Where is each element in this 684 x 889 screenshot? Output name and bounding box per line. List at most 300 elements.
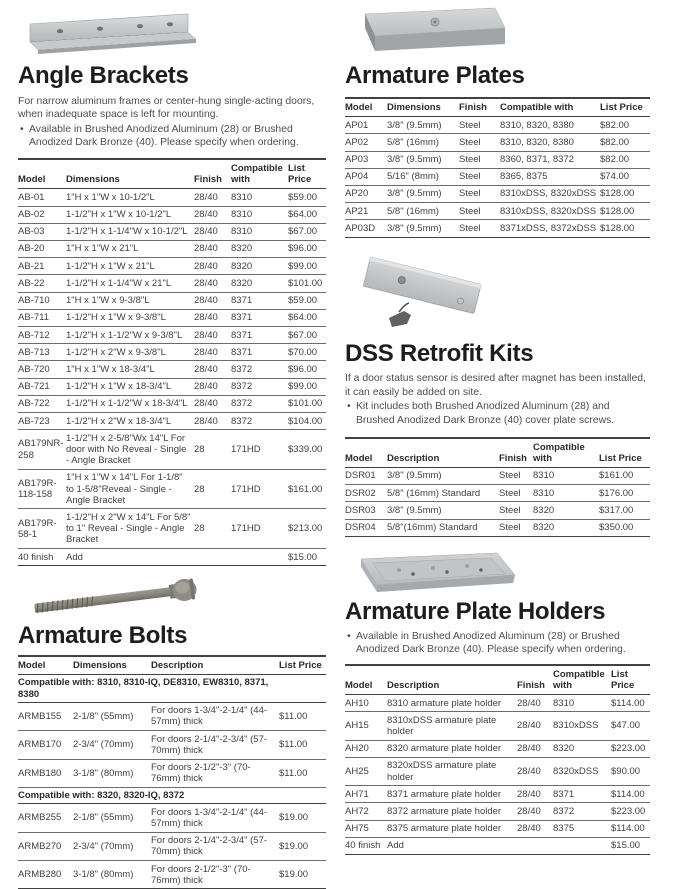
table-cell: $59.00 xyxy=(288,189,326,206)
table-cell: AH15 xyxy=(345,712,387,740)
table-row xyxy=(18,395,326,412)
table-row xyxy=(345,803,650,820)
table-row xyxy=(345,740,650,757)
table-cell: $82.00 xyxy=(600,134,650,151)
table-cell: $128.00 xyxy=(600,185,650,202)
column-header: Finish xyxy=(459,98,500,117)
table-cell: 8310 xyxy=(533,485,599,502)
table-cell: 8372 xyxy=(231,395,288,412)
table-cell: 28 xyxy=(194,469,231,509)
table-cell: $15.00 xyxy=(611,837,650,854)
table-cell: 8310xDSS armature plate holder xyxy=(387,712,517,740)
table-cell: $99.00 xyxy=(288,258,326,275)
right-column xyxy=(345,0,650,855)
column-header: Finish xyxy=(517,665,553,695)
table-cell: 1-1/2"H x 1"W x 9-3/8"L xyxy=(66,309,194,326)
table-cell: 8371xDSS, 8372xDSS xyxy=(500,220,600,237)
dss-retrofit-kits-table xyxy=(345,437,650,537)
table-cell: 3/8" (9.5mm) xyxy=(387,185,459,202)
table-row xyxy=(18,292,326,309)
table-cell: 171HD xyxy=(231,469,288,509)
table-cell: 5/8" (16mm) xyxy=(387,203,459,220)
table-row xyxy=(345,168,650,185)
table-cell: $67.00 xyxy=(288,223,326,240)
armature-plate-holders-title: Armature Plate Holders xyxy=(345,597,606,625)
column-header: Model xyxy=(345,98,387,117)
table-row xyxy=(345,203,650,220)
armature-plate-holders-table xyxy=(345,664,650,855)
table-cell: Steel xyxy=(459,117,500,134)
table-cell: 8320xDSS xyxy=(553,757,611,785)
table-row xyxy=(345,757,650,785)
table-cell: Steel xyxy=(459,220,500,237)
angle-bracket-photo xyxy=(20,8,200,58)
armature-plate-holders-bullet-text: Available in Brushed Anodized Aluminum (28) or Brushed Anodized Dark Bronze (40). Please specify when ordering. xyxy=(356,630,626,656)
table-cell: 8372 xyxy=(231,361,288,378)
table-cell: 8310 xyxy=(231,206,288,223)
column-header: Dimensions xyxy=(73,656,151,675)
table-cell: AB179NR-258 xyxy=(18,430,66,470)
table-cell xyxy=(194,549,231,566)
table-cell: 28/40 xyxy=(517,803,553,820)
table-cell: $15.00 xyxy=(288,549,326,566)
table-cell: 8371 xyxy=(231,344,288,361)
table-cell: $47.00 xyxy=(611,712,650,740)
table-cell: $67.00 xyxy=(288,327,326,344)
table-cell: ARMB280 xyxy=(18,861,73,889)
table-cell: 8310 armature plate holder xyxy=(387,695,517,712)
table-cell: 28/40 xyxy=(517,712,553,740)
table-cell: 8310xDSS, 8320xDSS xyxy=(500,185,600,202)
dss-retrofit-kits-intro: If a door status sensor is desired after magnet has been installed, it can easily be added on site. xyxy=(345,373,646,398)
column-header: List Price xyxy=(600,98,650,117)
table-row xyxy=(345,220,650,237)
table-cell: 28/40 xyxy=(194,378,231,395)
table-cell: AB-21 xyxy=(18,258,66,275)
column-header: Dimensions xyxy=(387,98,459,117)
armature-plates-title: Armature Plates xyxy=(345,62,525,89)
table-row xyxy=(345,695,650,712)
table-cell: $101.00 xyxy=(288,395,326,412)
table-cell: 8365, 8375 xyxy=(500,168,600,185)
table-cell: 28/40 xyxy=(194,206,231,223)
table-cell: 3/8" (9.5mm) xyxy=(387,467,499,484)
table-row xyxy=(345,134,650,151)
table-cell: Steel xyxy=(459,134,500,151)
table-row xyxy=(18,378,326,395)
table-cell: ARMB270 xyxy=(18,832,73,860)
table-cell: 28/40 xyxy=(517,820,553,837)
table-cell: $96.00 xyxy=(288,240,326,257)
column-header: Model xyxy=(18,159,66,189)
table-cell: $223.00 xyxy=(611,803,650,820)
table-cell: $11.00 xyxy=(279,702,326,730)
table-row xyxy=(18,240,326,257)
table-row xyxy=(345,519,650,536)
table-cell: AH75 xyxy=(345,820,387,837)
table-cell: $114.00 xyxy=(611,695,650,712)
table-row xyxy=(18,832,326,860)
table-row xyxy=(345,502,650,519)
table-cell: AP03 xyxy=(345,151,387,168)
table-header-row xyxy=(345,98,650,117)
column-header: Compatible with xyxy=(500,98,600,117)
armature-bolt-photo xyxy=(20,572,210,618)
table-cell: 8371 xyxy=(231,327,288,344)
column-header: Model xyxy=(345,665,387,695)
table-cell: AH20 xyxy=(345,740,387,757)
table-cell: 1-1/2"H x 1"W x 21"L xyxy=(66,258,194,275)
table-cell: $82.00 xyxy=(600,117,650,134)
table-cell: 8310, 8320, 8380 xyxy=(500,117,600,134)
column-header: Finish xyxy=(499,438,533,468)
column-header: Compatible with xyxy=(553,665,611,695)
table-cell: AP20 xyxy=(345,185,387,202)
table-cell: Steel xyxy=(459,203,500,220)
armature-plates-table xyxy=(345,97,650,238)
table-cell: $19.00 xyxy=(279,804,326,832)
table-cell: 3/8" (9.5mm) xyxy=(387,117,459,134)
table-row xyxy=(18,702,326,730)
table-cell: AB-02 xyxy=(18,206,66,223)
table-cell: 40 finish xyxy=(18,549,66,566)
table-row xyxy=(18,759,326,787)
table-row xyxy=(18,206,326,223)
table-cell: 8371 xyxy=(231,309,288,326)
table-row xyxy=(18,309,326,326)
table-cell: AP03D xyxy=(345,220,387,237)
table-cell: $82.00 xyxy=(600,151,650,168)
table-row xyxy=(18,430,326,470)
table-row xyxy=(345,837,650,854)
table-cell: ARMB180 xyxy=(18,759,73,787)
table-row xyxy=(345,820,650,837)
armature-bolts-title: Armature Bolts xyxy=(18,622,188,650)
table-cell: For doors 2-1/4"-2-3/4" (57-70mm) thick xyxy=(151,832,279,860)
table-cell: AB179R-58-1 xyxy=(18,509,66,549)
table-cell: 3/8" (9.5mm) xyxy=(387,220,459,237)
table-cell: AB-03 xyxy=(18,223,66,240)
table-cell: For doors 2-1/2"-3" (70-76mm) thick xyxy=(151,759,279,787)
table-cell: 28/40 xyxy=(194,292,231,309)
table-cell: Steel xyxy=(499,502,533,519)
group-label: Compatible with: 8320, 8320-IQ, 8372 xyxy=(18,787,326,803)
table-row xyxy=(18,223,326,240)
table-cell: 8320 xyxy=(231,275,288,292)
table-header-row xyxy=(18,656,326,675)
table-cell: 171HD xyxy=(231,509,288,549)
table-cell: 1-1/2"H x 2-5/8"Wx 14"L For door with No Reveal - Single - Angle Bracket xyxy=(66,430,194,470)
table-cell: 28/40 xyxy=(194,413,231,430)
table-cell: ARMB255 xyxy=(18,804,73,832)
table-cell: 2-1/8" (55mm) xyxy=(73,804,151,832)
column-header: Description xyxy=(151,656,279,675)
table-cell: $161.00 xyxy=(599,467,650,484)
table-cell: $11.00 xyxy=(279,731,326,759)
table-cell: 1-1/2"H x 1-1/4"W x 21"L xyxy=(66,275,194,292)
bullet-dot: • xyxy=(20,123,24,135)
table-cell: AB-713 xyxy=(18,344,66,361)
table-cell: 28/40 xyxy=(194,361,231,378)
table-row xyxy=(18,469,326,509)
column-header: List Price xyxy=(599,438,650,468)
armature-plate-photo xyxy=(347,4,512,58)
table-cell: DSR04 xyxy=(345,519,387,536)
table-cell: AB-711 xyxy=(18,309,66,326)
table-cell: $70.00 xyxy=(288,344,326,361)
table-row xyxy=(345,712,650,740)
table-cell: AB-710 xyxy=(18,292,66,309)
table-cell: 8310 xyxy=(533,467,599,484)
table-row xyxy=(18,549,326,566)
table-cell: $96.00 xyxy=(288,361,326,378)
table-row xyxy=(18,861,326,889)
column-header: Finish xyxy=(194,159,231,189)
column-header: Compatible with xyxy=(533,438,599,468)
table-cell: AB-22 xyxy=(18,275,66,292)
angle-brackets-intro: For narrow aluminum frames or center-hung single-acting doors, when inadequate space is left for mounting. xyxy=(18,95,315,121)
table-cell: AB-712 xyxy=(18,327,66,344)
table-cell: 171HD xyxy=(231,430,288,470)
bullet-dot: • xyxy=(347,401,351,413)
table-cell: 8372 xyxy=(553,803,611,820)
table-row xyxy=(345,467,650,484)
table-row xyxy=(18,344,326,361)
table-cell: $64.00 xyxy=(288,206,326,223)
table-cell: 8372 xyxy=(231,378,288,395)
table-cell: 28/40 xyxy=(194,327,231,344)
table-cell: 1-1/2"H x 2"W x 14"L For 5/8" to 1" Reveal - Single - Angle Bracket xyxy=(66,509,194,549)
table-cell: $339.00 xyxy=(288,430,326,470)
table-cell: Steel xyxy=(499,485,533,502)
table-cell: AP04 xyxy=(345,168,387,185)
table-cell: 1-1/2"H x 2"W x 9-3/8"L xyxy=(66,344,194,361)
table-cell: 8320 xyxy=(533,519,599,536)
table-cell: $223.00 xyxy=(611,740,650,757)
table-cell: For doors 2-1/4"-2-3/4" (57-70mm) thick xyxy=(151,731,279,759)
table-cell: 8360, 8371, 8372 xyxy=(500,151,600,168)
table-cell: 1-1/2"H x 1"W x 18-3/4"L xyxy=(66,378,194,395)
table-cell: 28/40 xyxy=(194,240,231,257)
table-row xyxy=(345,485,650,502)
table-cell: 8310xDSS xyxy=(553,712,611,740)
table-cell: 3-1/8" (80mm) xyxy=(73,861,151,889)
table-cell: $114.00 xyxy=(611,786,650,803)
table-row xyxy=(18,327,326,344)
table-cell: 2-3/4" (70mm) xyxy=(73,731,151,759)
table-cell: $161.00 xyxy=(288,469,326,509)
table-cell: 8372 xyxy=(231,413,288,430)
table-row xyxy=(18,361,326,378)
table-cell: 1-1/2"H x 1-1/2"W x 9-3/8"L xyxy=(66,327,194,344)
left-column xyxy=(18,0,326,889)
column-header: List Price xyxy=(279,656,326,675)
table-cell: Steel xyxy=(459,168,500,185)
angle-brackets-title: Angle Brackets xyxy=(18,62,189,89)
table-cell: $104.00 xyxy=(288,413,326,430)
table-row xyxy=(18,731,326,759)
table-cell: $11.00 xyxy=(279,759,326,787)
table-cell: $213.00 xyxy=(288,509,326,549)
table-cell: ARMB170 xyxy=(18,731,73,759)
table-cell: 8320 xyxy=(231,258,288,275)
dss-retrofit-kits-bullet xyxy=(347,400,650,427)
table-cell: 28/40 xyxy=(194,344,231,361)
table-cell: 8310 xyxy=(553,695,611,712)
table-cell: AP01 xyxy=(345,117,387,134)
table-cell: AP21 xyxy=(345,203,387,220)
table-cell: AH72 xyxy=(345,803,387,820)
table-cell: 8310 xyxy=(231,223,288,240)
dss-retrofit-kits-title: DSS Retrofit Kits xyxy=(345,339,534,367)
angle-brackets-bullet xyxy=(20,123,326,150)
table-cell: 8371 xyxy=(553,786,611,803)
table-cell: AB179R-118-158 xyxy=(18,469,66,509)
table-cell: AH25 xyxy=(345,757,387,785)
table-cell: 28/40 xyxy=(517,740,553,757)
table-row xyxy=(18,413,326,430)
table-cell: 8310, 8320, 8380 xyxy=(500,134,600,151)
column-header: Model xyxy=(345,438,387,468)
dss-retrofit-kits-bullet-text: Kit includes both Brushed Anodized Aluminum (28) and Brushed Anodized Dark Bronze (40) cover plate screws. xyxy=(356,401,615,426)
table-cell: $90.00 xyxy=(611,757,650,785)
table-header-row xyxy=(345,438,650,468)
column-header: Description xyxy=(387,665,517,695)
table-cell: For doors 1-3/4"-2-1/4" (44-57mm) thick xyxy=(151,702,279,730)
table-cell: 8320 xyxy=(553,740,611,757)
table-cell: 28/40 xyxy=(194,309,231,326)
table-cell: 1"H x 1"W x 14"L For 1-1/8" to 1-5/8"Reveal - Single - Angle Bracket xyxy=(66,469,194,509)
table-cell: Steel xyxy=(499,519,533,536)
table-cell: $19.00 xyxy=(279,832,326,860)
table-cell: Steel xyxy=(459,185,500,202)
column-header: Model xyxy=(18,656,73,675)
table-cell: 28/40 xyxy=(517,695,553,712)
table-cell xyxy=(517,837,553,854)
table-cell: 28 xyxy=(194,509,231,549)
column-header: List Price xyxy=(611,665,650,695)
bullet-dot: • xyxy=(347,630,351,642)
table-cell: 3/8" (9.5mm) xyxy=(387,502,499,519)
armature-plate-holder-photo xyxy=(347,549,522,594)
table-cell: 5/8"(16mm) Standard xyxy=(387,519,499,536)
table-row xyxy=(18,509,326,549)
table-cell: 3-1/8" (80mm) xyxy=(73,759,151,787)
table-row xyxy=(18,804,326,832)
column-header: List Price xyxy=(288,159,326,189)
table-cell: Steel xyxy=(499,467,533,484)
table-row xyxy=(18,189,326,206)
table-group-row xyxy=(18,787,326,803)
table-cell: 8371 armature plate holder xyxy=(387,786,517,803)
table-cell: 40 finish xyxy=(345,837,387,854)
table-cell: 8372 armature plate holder xyxy=(387,803,517,820)
table-cell: $59.00 xyxy=(288,292,326,309)
table-cell: 1-1/2"H x 1-1/2"W x 18-3/4"L xyxy=(66,395,194,412)
column-header: Compatible with xyxy=(231,159,288,189)
column-header: Dimensions xyxy=(66,159,194,189)
table-cell: 28/40 xyxy=(517,786,553,803)
table-cell: For doors 2-1/2"-3" (70-76mm) thick xyxy=(151,861,279,889)
table-cell: AB-721 xyxy=(18,378,66,395)
table-cell: 1"H x 1"W x 18-3/4"L xyxy=(66,361,194,378)
table-cell: $101.00 xyxy=(288,275,326,292)
table-cell: 1"H x 1"W x 21"L xyxy=(66,240,194,257)
table-cell: 28/40 xyxy=(194,275,231,292)
table-cell: 3/8" (9.5mm) xyxy=(387,151,459,168)
table-cell: AP02 xyxy=(345,134,387,151)
table-cell: Add xyxy=(387,837,517,854)
table-cell: 28/40 xyxy=(194,223,231,240)
table-cell: AB-723 xyxy=(18,413,66,430)
table-row xyxy=(345,117,650,134)
table-cell: AH71 xyxy=(345,786,387,803)
table-header-row xyxy=(18,159,326,189)
table-cell: 28/40 xyxy=(194,189,231,206)
table-cell: Steel xyxy=(459,151,500,168)
table-cell: 28/40 xyxy=(194,258,231,275)
armature-plate-holders-bullet xyxy=(347,630,650,657)
table-cell: AB-01 xyxy=(18,189,66,206)
table-cell: DSR03 xyxy=(345,502,387,519)
group-label: Compatible with: 8310, 8310-IQ, DE8310, EW8310, 8371, 8380 xyxy=(18,675,326,702)
armature-bolts-table xyxy=(18,655,326,889)
table-cell: 1"H x 1"W x 10-1/2"L xyxy=(66,189,194,206)
table-cell: 8310 xyxy=(231,189,288,206)
table-cell: 28/40 xyxy=(194,395,231,412)
table-cell: AH10 xyxy=(345,695,387,712)
table-row xyxy=(18,258,326,275)
table-cell: 8310xDSS, 8320xDSS xyxy=(500,203,600,220)
table-cell xyxy=(553,837,611,854)
table-cell: Add xyxy=(66,549,194,566)
table-header-row xyxy=(345,665,650,695)
table-cell: AB-720 xyxy=(18,361,66,378)
table-cell: 2-1/8" (55mm) xyxy=(73,702,151,730)
column-header: Description xyxy=(387,438,499,468)
table-row xyxy=(18,275,326,292)
table-cell: DSR01 xyxy=(345,467,387,484)
table-cell: $19.00 xyxy=(279,861,326,889)
table-cell: $128.00 xyxy=(600,203,650,220)
table-cell: 2-3/4" (70mm) xyxy=(73,832,151,860)
table-cell: 5/16" (8mm) xyxy=(387,168,459,185)
table-cell: 28/40 xyxy=(517,757,553,785)
table-cell: $99.00 xyxy=(288,378,326,395)
table-cell xyxy=(231,549,288,566)
table-cell: $176.00 xyxy=(599,485,650,502)
table-cell: 8320 armature plate holder xyxy=(387,740,517,757)
angle-brackets-bullet-text: Available in Brushed Anodized Aluminum (28) or Brushed Anodized Dark Bronze (40). Please specify when ordering. xyxy=(29,123,299,149)
table-cell: $128.00 xyxy=(600,220,650,237)
table-cell: AB-722 xyxy=(18,395,66,412)
table-row xyxy=(345,151,650,168)
table-cell: $74.00 xyxy=(600,168,650,185)
table-cell: $114.00 xyxy=(611,820,650,837)
table-cell: For doors 1-3/4"-2-1/4" (44-57mm) thick xyxy=(151,804,279,832)
table-cell: 1-1/2"H x 1-1/4"W x 10-1/2"L xyxy=(66,223,194,240)
table-group-row xyxy=(18,675,326,702)
table-row xyxy=(345,185,650,202)
table-cell: $317.00 xyxy=(599,502,650,519)
table-cell: DSR02 xyxy=(345,485,387,502)
table-cell: AB-20 xyxy=(18,240,66,257)
table-cell: 8320 xyxy=(533,502,599,519)
table-cell: 8371 xyxy=(231,292,288,309)
table-cell: 1-1/2"H x 2"W x 18-3/4"L xyxy=(66,413,194,430)
table-cell: 1-1/2"H x 1"W x 10-1/2"L xyxy=(66,206,194,223)
table-cell: ARMB155 xyxy=(18,702,73,730)
